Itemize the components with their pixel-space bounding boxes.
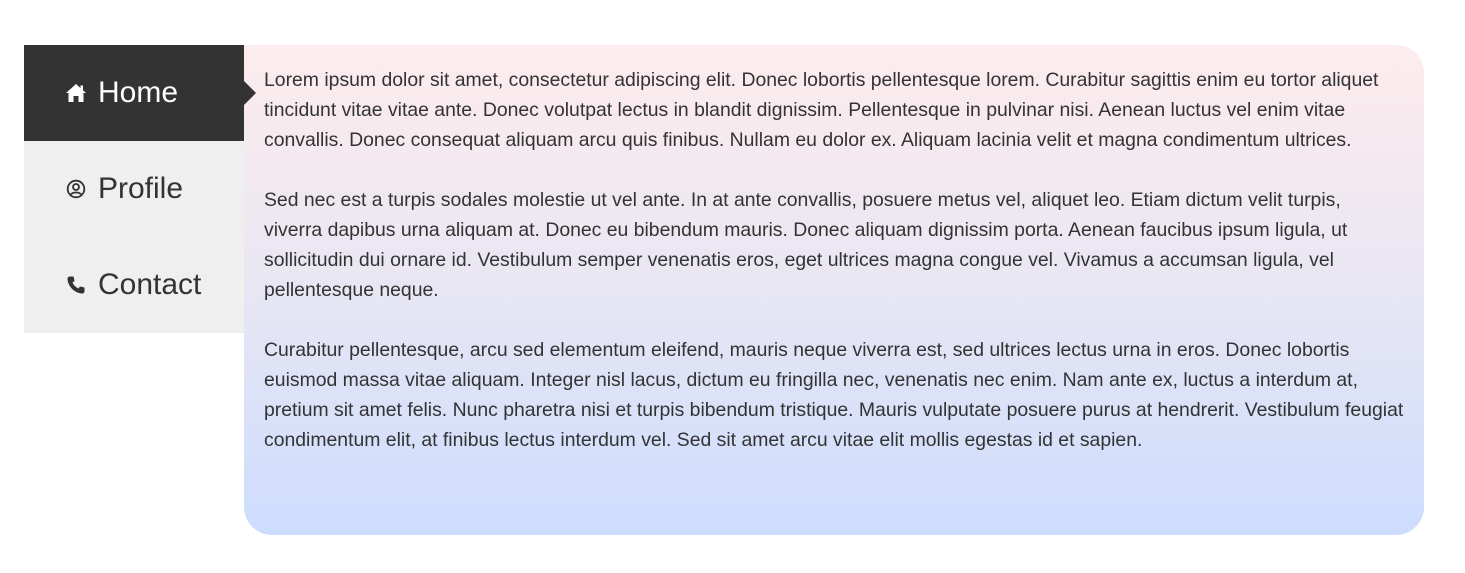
content-paragraph: Curabitur pellentesque, arcu sed elementum eleifend, mauris neque viverra est, sed ultrices lectus urna in eros. Donec lobortis euismod massa vitae aliquam. Integer nisl lacus, dictum eu fringilla nec, venenatis nec enim. Nam ante ex, luctus a interdum at, pretium sit amet felis. Nunc pharetra nisi et turpis bibendum tristique. Mauris vulputate posuere purus at hendrerit. Vestibulum feugiat condimentum elit, at finibus lectus interdum vel. Sed sit amet arcu vitae elit mollis egestas id et sapien. bbox=[264, 339, 1404, 451]
tab-label-contact: Contact bbox=[98, 268, 202, 301]
tab-content-panel bbox=[244, 45, 1424, 535]
tab-contact[interactable] bbox=[24, 237, 244, 333]
user-circle-icon bbox=[64, 177, 88, 201]
phone-icon bbox=[64, 273, 88, 297]
content-paragraph: Sed nec est a turpis sodales molestie ut vel ante. In at ante convallis, posuere metus vel, aliquet leo. Etiam dictum velit turpis, viverra dapibus urna aliquam at. Donec eu bibendum mauris. Donec aliquam dignissim porta. Aenean faucibus ipsum ligula, ut sollicitudin dui ornare id. Vestibulum semper venenatis eros, eget ultrices magna congue vel. Vivamus a accumsan ligula, vel pellentesque neque. bbox=[264, 189, 1348, 301]
tabbed-panel bbox=[24, 45, 1424, 535]
tab-label-profile: Profile bbox=[98, 172, 184, 205]
vertical-tab-list bbox=[24, 45, 244, 535]
home-icon bbox=[64, 81, 88, 105]
content-paragraph: Lorem ipsum dolor sit amet, consectetur adipiscing elit. Donec lobortis pellentesque lorem. Curabitur sagittis enim eu tortor aliquet tincidunt vitae vitae ante. Donec volutpat lectus in blandit dignissim. Pellentesque in pulvinar nisi. Aenean luctus vel enim vitae convallis. Donec consequat aliquam arcu quis finibus. Nullam eu dolor ex. Aliquam lacinia velit et magna condimentum ultrices. bbox=[264, 69, 1379, 151]
tab-home[interactable] bbox=[24, 45, 244, 141]
tab-label-home: Home bbox=[98, 76, 179, 109]
tab-profile[interactable] bbox=[24, 141, 244, 237]
